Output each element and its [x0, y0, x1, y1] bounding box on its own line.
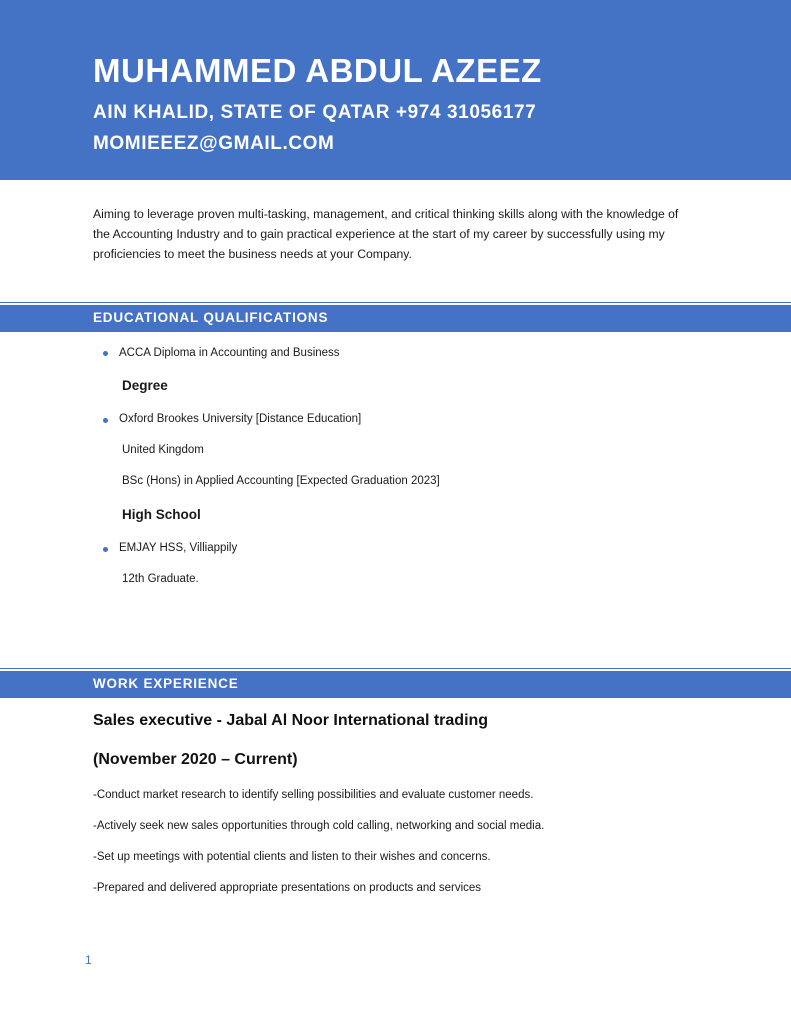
candidate-name: MUHAMMED ABDUL AZEEZ — [93, 52, 542, 89]
high-school-heading: High School — [122, 507, 201, 522]
acca-qualification: ACCA Diploma in Accounting and Business — [119, 347, 340, 359]
duty-item: -Actively seek new sales opportunities through cold calling, networking and social media. — [93, 820, 545, 832]
school-name: EMJAY HSS, Villiappily — [119, 542, 238, 554]
header-banner — [0, 0, 791, 180]
duty-item: -Conduct market research to identify selling possibilities and evaluate customer needs. — [93, 789, 534, 801]
work-section-title: WORK EXPERIENCE — [93, 676, 239, 691]
duty-item: -Prepared and delivered appropriate presentations on products and services — [93, 882, 482, 894]
school-grade: 12th Graduate. — [122, 573, 199, 585]
degree-course: BSc (Hons) in Applied Accounting [Expected Graduation 2023] — [122, 475, 440, 487]
work-section-header — [0, 669, 791, 697]
university-country: United Kingdom — [122, 444, 204, 456]
objective-paragraph: Aiming to leverage proven multi-tasking, management, and critical thinking skills along with the knowledge of the Accounting Industry and to gain practical experience at the start of my career by successfully using my proficiencies to meet the business needs at your Company. — [93, 207, 679, 261]
degree-heading: Degree — [122, 378, 168, 393]
address-phone: AIN KHALID, STATE OF QATAR +974 31056177 — [93, 102, 537, 123]
bullet-icon — [103, 418, 108, 423]
page-number: 1 — [85, 953, 92, 967]
education-section-header — [0, 303, 791, 331]
job-title: Sales executive - Jabal Al Noor International trading — [93, 712, 489, 729]
bullet-icon — [103, 351, 108, 356]
university-name: Oxford Brookes University [Distance Education] — [119, 413, 362, 425]
email-address: MOMIEEEZ@GMAIL.COM — [93, 133, 335, 154]
bullet-icon — [103, 547, 108, 552]
education-section-title: EDUCATIONAL QUALIFICATIONS — [93, 310, 329, 325]
duty-item: -Set up meetings with potential clients and listen to their wishes and concerns. — [93, 851, 491, 863]
job-period: (November 2020 – Current) — [93, 751, 298, 768]
